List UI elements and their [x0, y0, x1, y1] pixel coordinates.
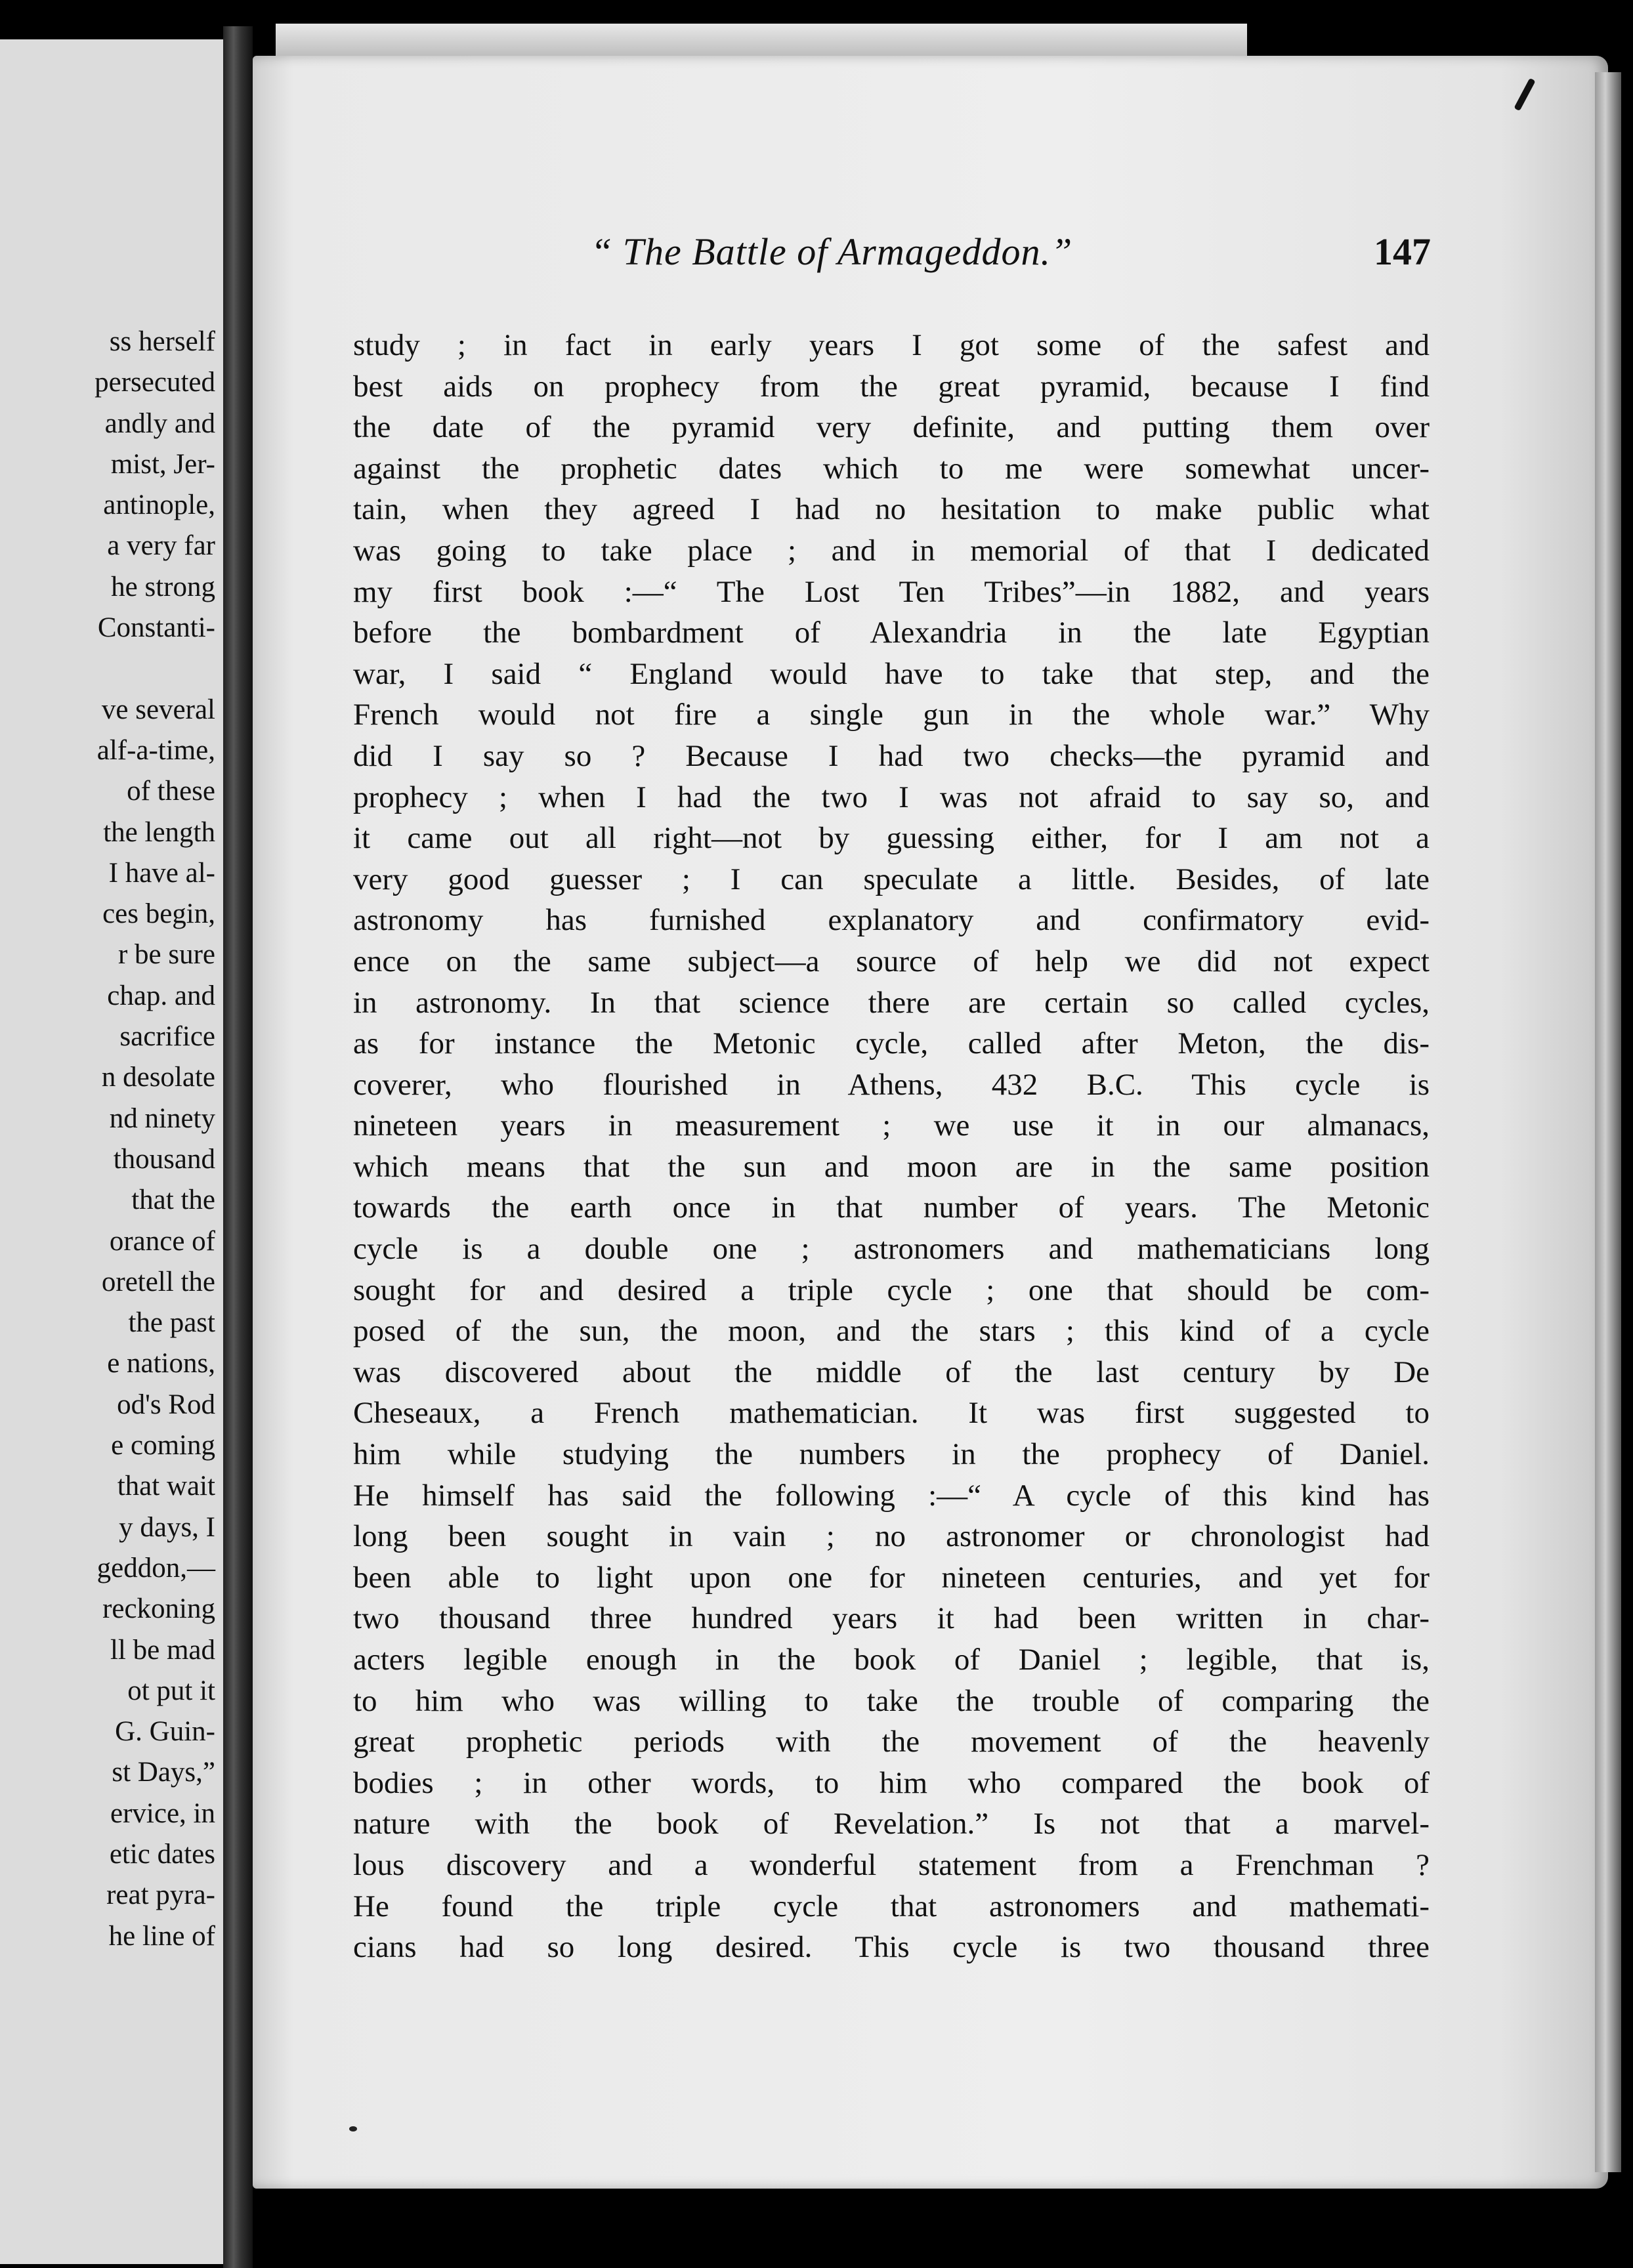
text-line: acters legible enough in the book of Daniel ; legible, that is, [353, 1643, 1430, 1677]
left-page-line: I have al- [108, 857, 215, 889]
left-page-line: the past [128, 1307, 215, 1339]
left-page-line: ervice, in [110, 1797, 215, 1829]
left-page-line: antinople, [103, 490, 215, 521]
text-line: very good guesser ; I can speculate a little. Besides, of late [353, 862, 1430, 896]
left-page-line: he line of [108, 1920, 215, 1952]
text-line: two thousand three hundred years it had been written in char- [353, 1601, 1430, 1636]
text-line: lous discovery and a wonderful statement from a Frenchman ? [353, 1847, 1430, 1882]
book-gutter [223, 26, 253, 2268]
left-page-line: of these [127, 776, 215, 807]
left-page-line: ve several [101, 694, 215, 725]
left-page-line: od's Rod [117, 1389, 215, 1420]
text-line: did I say so ? Because I had two checks—the pyramid and [353, 738, 1430, 773]
running-title: “ The Battle of Armageddon.” [591, 230, 1073, 273]
left-page-line: chap. and [107, 980, 215, 1011]
left-page-line: thousand [113, 1143, 215, 1175]
text-line: towards the earth once in that number of years. The Metonic [353, 1190, 1430, 1225]
left-facing-page [0, 39, 223, 2264]
text-line: posed of the sun, the moon, and the stars ; this kind of a cycle [353, 1314, 1430, 1349]
ink-speck [349, 2126, 357, 2132]
left-page-line: etic dates [109, 1838, 215, 1870]
left-page-line: reckoning [102, 1593, 215, 1625]
left-page-line: orance of [109, 1225, 215, 1257]
left-page-line: mist, Jer- [110, 448, 215, 480]
page-edge [1595, 72, 1621, 2172]
text-line: prophecy ; when I had the two I was not afraid to say so, and [353, 780, 1430, 814]
text-line: to him who was willing to take the trouble of comparing the [353, 1683, 1430, 1718]
text-line: was going to take place ; and in memorial of that I dedicated [353, 533, 1430, 568]
text-line: before the bombardment of Alexandria in the late Egyptian [353, 616, 1430, 650]
left-page-line: reat pyra- [106, 1880, 215, 1911]
text-line: ence on the same subject—a source of help we did not expect [353, 944, 1430, 978]
left-page-line: sacrifice [119, 1021, 215, 1053]
left-page-line: ces begin, [102, 898, 215, 930]
text-line: war, I said “ England would have to take that step, and the [353, 656, 1430, 691]
left-page-line: n desolate [101, 1062, 215, 1093]
left-page-line: persecuted [95, 367, 215, 398]
text-line: astronomy has furnished explanatory and confirmatory evid- [353, 903, 1430, 938]
left-page-line: he strong [111, 571, 215, 602]
text-line: French would not fire a single gun in the whole war.” Why [353, 698, 1430, 732]
text-line: bodies ; in other words, to him who compared the book of [353, 1765, 1430, 1800]
left-page-line: the length [103, 816, 215, 848]
body-text [353, 325, 1430, 1968]
left-page-line: that the [131, 1185, 215, 1216]
left-page-text [5, 322, 215, 1957]
text-line: him while studying the numbers in the prophecy of Daniel. [353, 1437, 1430, 1472]
text-line: He found the triple cycle that astronomers and mathemati- [353, 1889, 1430, 1923]
text-line: my first book :—“ The Lost Ten Tribes”—in 1882, and years [353, 574, 1430, 609]
text-line: He himself has said the following :—“ A cycle of this kind has [353, 1478, 1430, 1513]
text-line: was discovered about the middle of the last century by De [353, 1354, 1430, 1389]
text-line: best aids on prophecy from the great pyramid, because I find [353, 369, 1430, 404]
text-line: study ; in fact in early years I got some of the safest and [353, 328, 1430, 362]
text-line: the date of the pyramid very definite, and putting them over [353, 410, 1430, 445]
left-page-line [5, 648, 215, 689]
text-line: nineteen years in measurement ; we use it in our almanacs, [353, 1108, 1430, 1143]
text-line: great prophetic periods with the movement of the heavenly [353, 1725, 1430, 1759]
left-page-line: Constanti- [97, 612, 215, 644]
left-page-line: ll be mad [110, 1634, 215, 1666]
text-line: as for instance the Metonic cycle, called after Meton, the dis- [353, 1026, 1430, 1061]
text-line: against the prophetic dates which to me were somewhat uncer- [353, 451, 1430, 486]
left-page-line: y days, I [119, 1511, 215, 1543]
text-line: coverer, who flourished in Athens, 432 B.C. This cycle is [353, 1067, 1430, 1102]
text-line: it came out all right—not by guessing either, for I am not a [353, 821, 1430, 856]
left-page-line: G. Guin- [115, 1716, 215, 1748]
text-line: cians had so long desired. This cycle is two thousand three [353, 1930, 1430, 1965]
text-line: Cheseaux, a French mathematician. It was first suggested to [353, 1396, 1430, 1431]
left-page-line: ot put it [127, 1675, 215, 1706]
page-header [354, 230, 1431, 289]
text-line: which means that the sun and moon are in the same position [353, 1149, 1430, 1184]
text-line: in astronomy. In that science there are certain so called cycles, [353, 985, 1430, 1020]
text-line: long been sought in vain ; no astronomer or chronologist had [353, 1519, 1430, 1554]
left-page-line: geddon,— [96, 1552, 215, 1584]
text-line: tain, when they agreed I had no hesitation to make public what [353, 492, 1430, 527]
left-page-line: that wait [117, 1471, 215, 1502]
page-number: 147 [1374, 230, 1431, 273]
text-line: been able to light upon one for nineteen centuries, and yet for [353, 1560, 1430, 1595]
text-line: cycle is a double one ; astronomers and mathematicians long [353, 1232, 1430, 1267]
left-page-line: e coming [111, 1430, 215, 1461]
left-page-line: r be sure [117, 939, 215, 971]
text-line: sought for and desired a triple cycle ; one that should be com- [353, 1272, 1430, 1307]
left-page-line: ss herself [109, 326, 215, 357]
left-page-line: andly and [104, 408, 215, 439]
left-page-line: alf-a-time, [96, 734, 215, 766]
left-page-line: e nations, [107, 1348, 215, 1379]
left-page-line: a very far [107, 530, 215, 562]
text-line: nature with the book of Revelation.” Is not that a marvel- [353, 1807, 1430, 1841]
left-page-line: nd ninety [109, 1102, 215, 1134]
left-page-line: st Days,” [112, 1757, 215, 1788]
top-sheet-edge [276, 24, 1247, 58]
left-page-line: oretell the [101, 1266, 215, 1297]
